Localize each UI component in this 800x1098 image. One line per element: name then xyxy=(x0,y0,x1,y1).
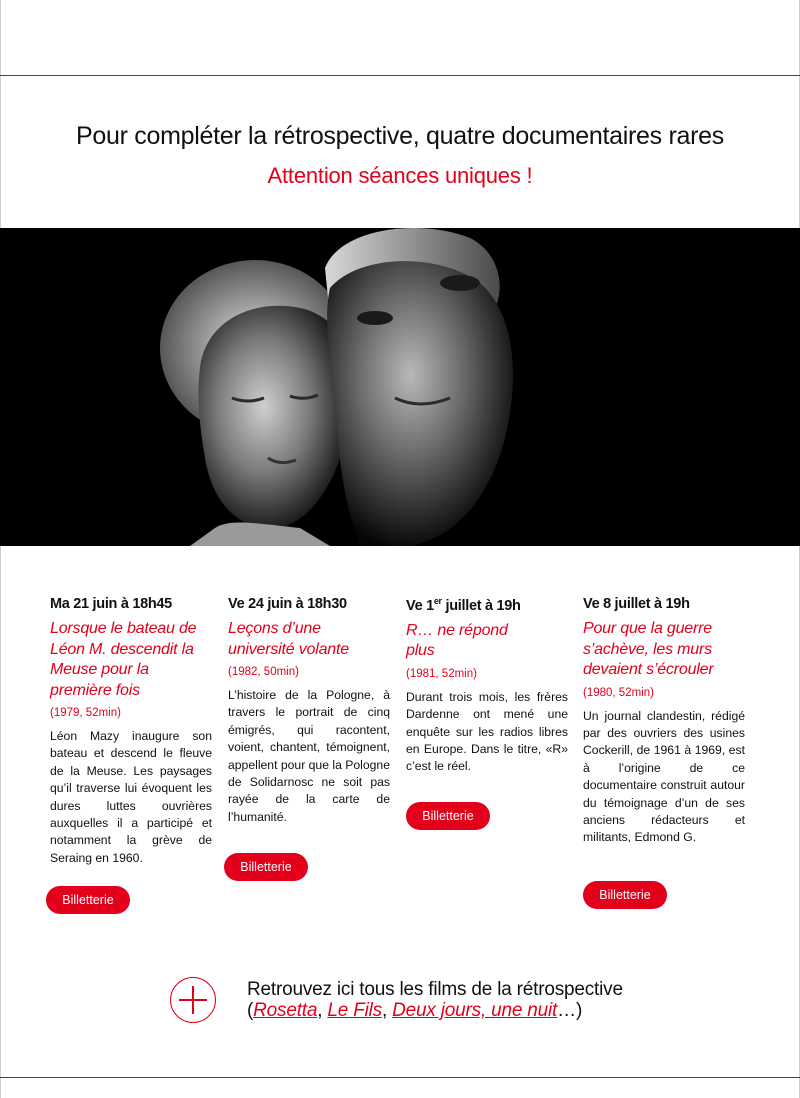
screening-meta: (1980, 52min) xyxy=(583,686,654,699)
ticket-button-4[interactable]: Billetterie xyxy=(583,881,667,909)
film-link-rosetta[interactable]: Rosetta xyxy=(253,1000,318,1021)
film-link-le-fils[interactable]: Le Fils xyxy=(327,1000,382,1021)
intro xyxy=(0,122,800,189)
separator: , xyxy=(317,1000,328,1021)
screening-2 xyxy=(228,596,390,826)
intro-headline: Pour compléter la rétrospective, quatre documentaires rares xyxy=(76,122,724,150)
film-links xyxy=(247,1000,623,1021)
plus-circle-icon[interactable] xyxy=(170,977,216,1023)
screening-3 xyxy=(406,596,568,776)
portrait-photo xyxy=(0,228,800,546)
screening-date-suffix: juillet à 19h xyxy=(441,597,521,614)
screening-date-prefix: Ve 1 xyxy=(406,597,434,614)
ticket-button-3[interactable]: Billetterie xyxy=(406,802,490,830)
screening-meta: (1979, 52min) xyxy=(50,707,121,719)
screening-description: Un journal clandestin, rédigé par des ouvriers des usines Cockerill, de 1961 à 1969, est à l’origine de ce documentaire construit autour du témoignage d’un de ses anciens rédacteurs et militants, Edmond G. xyxy=(583,708,745,845)
separator: , xyxy=(381,1000,393,1021)
all-films-line[interactable]: Retrouvez ici tous les films de la rétrospective xyxy=(247,979,623,1000)
paren-close: …) xyxy=(557,1000,583,1021)
screening-title: Lorsque le bateau de Léon M. descendit la Meuse pour la première fois xyxy=(50,620,197,699)
intro-alert: Attention séances uniques ! xyxy=(267,163,533,188)
paren-open: ( xyxy=(247,1000,254,1021)
screening-date: Ve 24 juin à 18h30 xyxy=(228,596,347,612)
screening-title: Leçons d’une université volante xyxy=(228,620,349,658)
film-link-deux-jours[interactable]: Deux jours, une nuit xyxy=(392,1000,558,1021)
screening-title: R… ne répond plus xyxy=(406,621,508,660)
screening-date: Ve 8 juillet à 19h xyxy=(583,596,690,612)
screening-meta: (1982, 50min) xyxy=(228,666,299,678)
screening-date: Ma 21 juin à 18h45 xyxy=(50,596,172,612)
bottom-divider xyxy=(0,1077,800,1078)
screening-title: Pour que la guerre s’achève, les murs devaient s’écrouler xyxy=(583,620,714,678)
ticket-button-2[interactable]: Billetterie xyxy=(224,853,308,881)
screening-description: L’histoire de la Pologne, à travers le portrait de cinq émigrés, qui racontent, voient, chantent, témoignent, appellent pour que la Pologne de Solidarnosc ne soit pas rayée de la carte de l’humanité. xyxy=(228,688,390,824)
screening-description: Durant trois mois, les frères Dardenne ont mené une enquête sur les radios libres en Europe. Dans le titre, «R» c’est le réel. xyxy=(406,689,568,774)
screening-4 xyxy=(583,596,745,847)
screening-date-sup: er xyxy=(433,596,442,606)
screening-date xyxy=(406,596,568,614)
top-divider xyxy=(0,75,800,76)
screening-1 xyxy=(50,596,212,867)
ticket-button-1[interactable]: Billetterie xyxy=(46,886,130,914)
screening-description: Léon Mazy inaugure son bateau et descend le fleuve de la Meuse. Les paysages qu’il traverse lui évoquent les dures luttes ouvrières auxquelles il a participé et notamment la grève de Seraing en 1960. xyxy=(50,729,212,865)
all-films-text xyxy=(247,979,623,1021)
screening-meta: (1981, 52min) xyxy=(406,667,477,680)
portrait-photo-icon xyxy=(0,228,800,546)
